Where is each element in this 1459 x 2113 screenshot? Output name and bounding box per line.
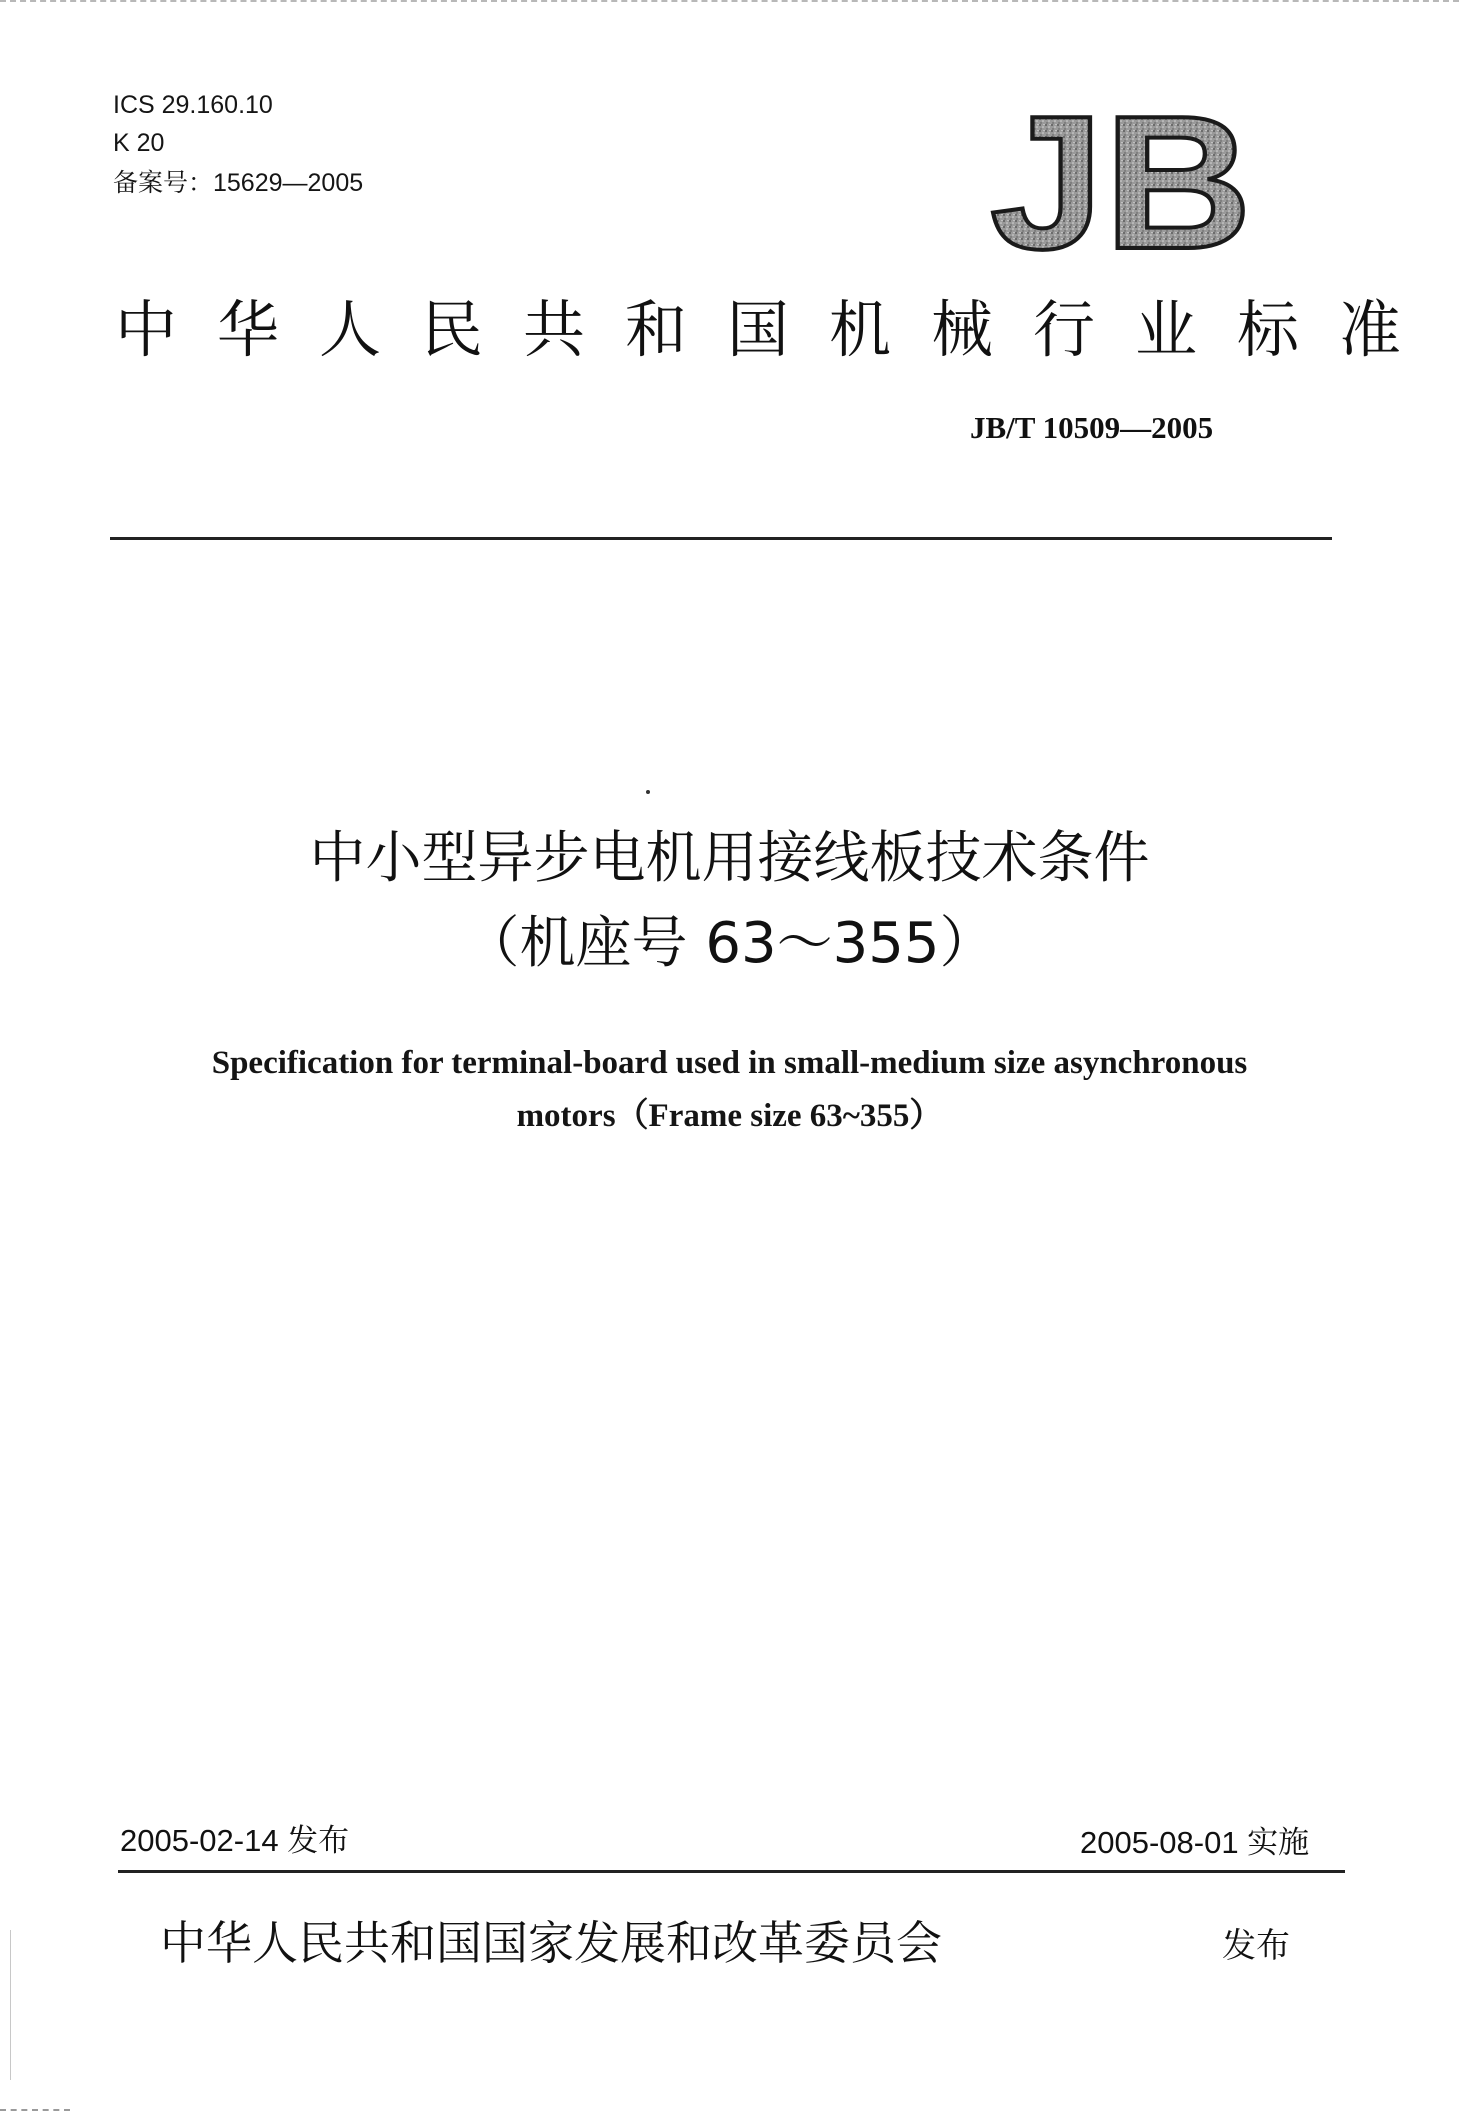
bottom-dashed-mark [0,2109,70,2111]
jb-logo [985,100,1257,260]
publisher-name: 中华人民共和国国家发展和改革委员会 [160,1916,942,1970]
bottom-divider [118,1870,1345,1873]
top-divider [110,537,1332,540]
implementation-date: 2005-08-01 实施 [1080,1825,1310,1860]
issue-date: 2005-02-14 发布 [120,1823,350,1858]
chinese-title-line-1: 中小型异步电机用接线板技术条件 [309,826,1150,891]
ics-code: ICS 29.160.10 [113,91,273,119]
jb-logo-text: JB [990,100,1252,260]
standard-category-title: 中华人民共和国机械行业标准 [115,293,1442,366]
standard-code: JB/T 10509—2005 [970,410,1214,445]
dot-mark [646,790,650,794]
chinese-title-line-2: （机座号 63～355） [463,911,996,976]
publisher-suffix: 发布 [1222,1926,1290,1966]
top-dashed-border [0,0,1459,2]
record-number: 备案号：15629—2005 [113,169,364,197]
english-title-line-1: Specification for terminal-board used in small-medium size asynchronous [211,1045,1248,1081]
scan-edge-line [10,1930,11,2080]
ccs-code: K 20 [113,129,165,157]
english-title-line-2: motors（Frame size 63~355） [516,1098,943,1134]
